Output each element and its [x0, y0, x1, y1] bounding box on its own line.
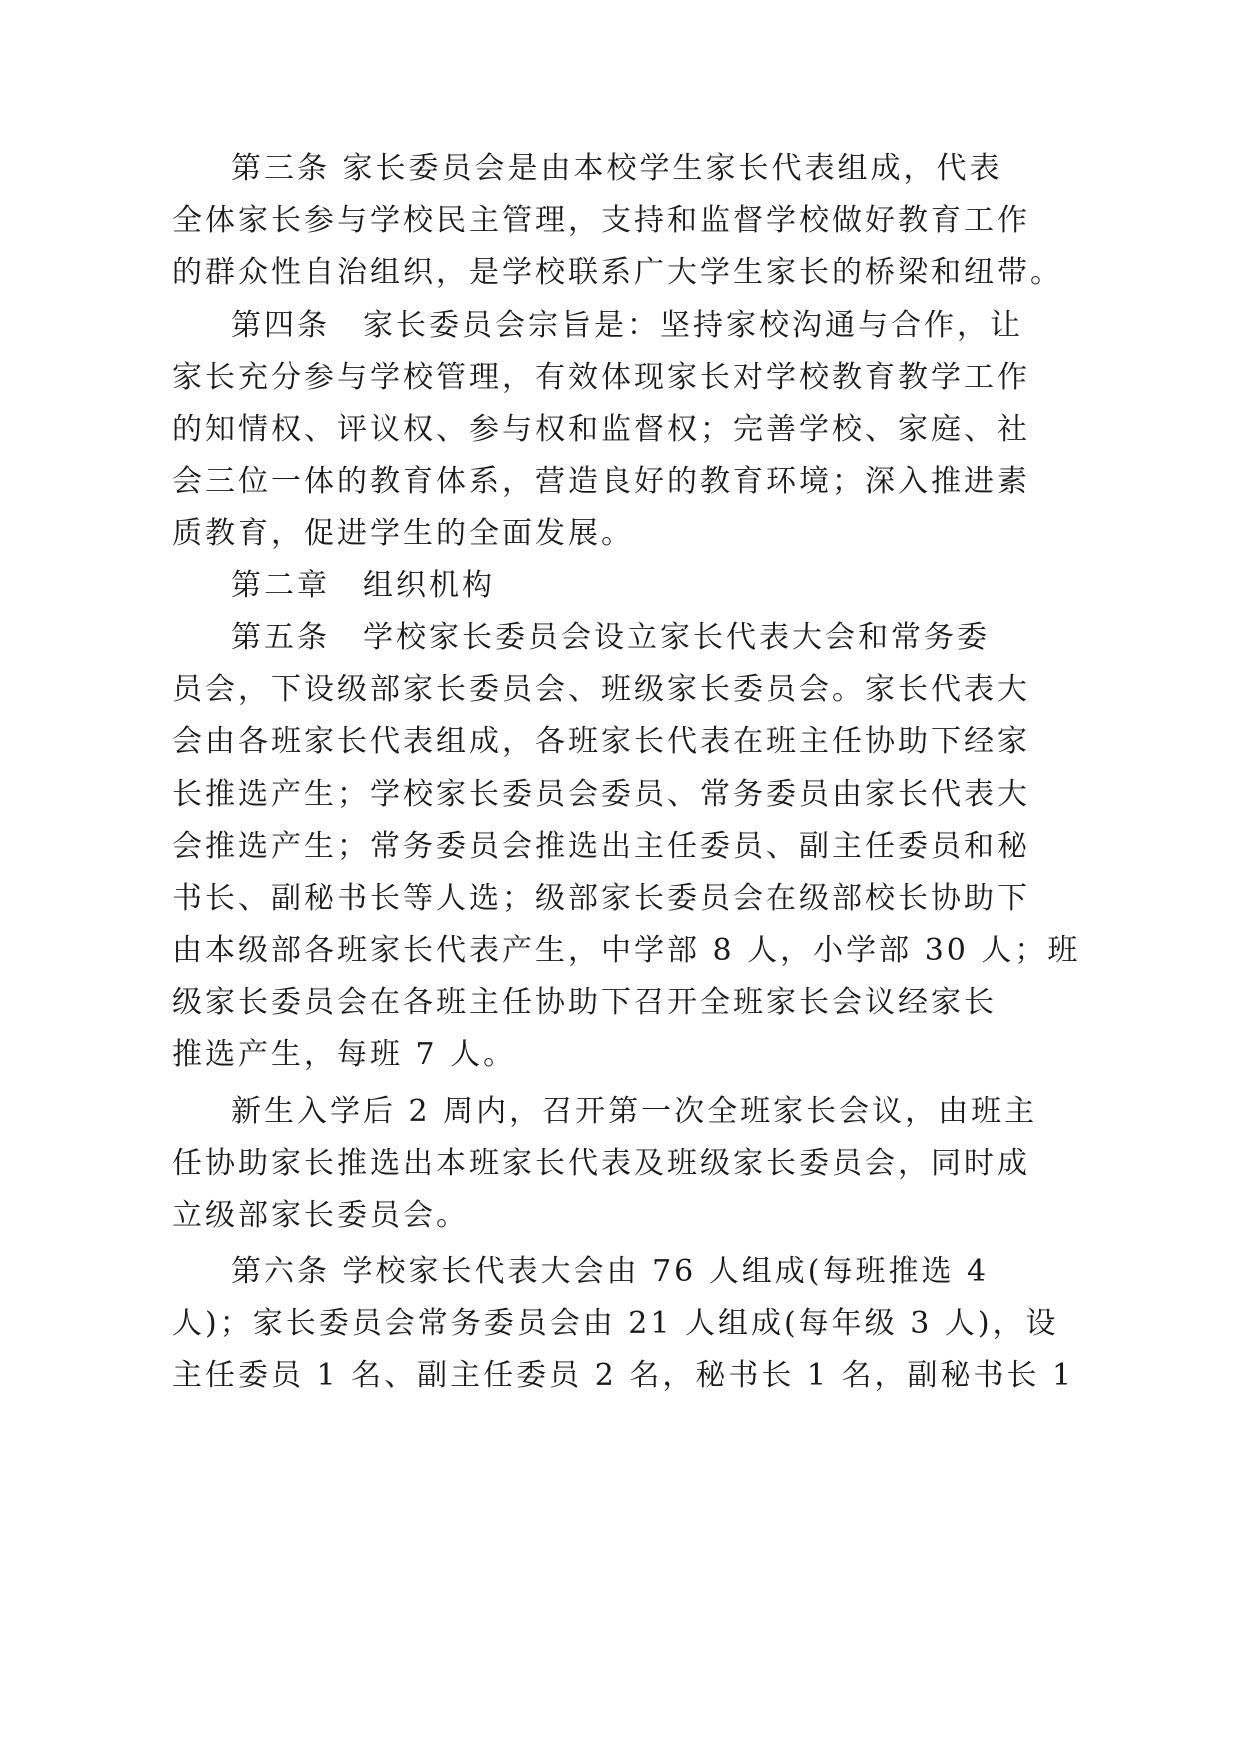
- text-line: 会由各班家长代表组成，各班家长代表在班主任协助下经家: [172, 724, 1030, 759]
- text-line: 的群众性自治组织，是学校联系广大学生家长的桥梁和纽带。: [172, 255, 1063, 290]
- text-line: 新生入学后 2 周内，召开第一次全班家长会议，由班主: [231, 1094, 1038, 1129]
- text-line: 书长、副秘书长等人选；级部家长委员会在级部校长协助下: [172, 881, 1030, 916]
- text-line: 员会，下设级部家长委员会、班级家长委员会。家长代表大: [172, 672, 1030, 707]
- text-line: 全体家长参与学校民主管理，支持和监督学校做好教育工作: [172, 203, 1030, 238]
- text-line: 第四条 家长委员会宗旨是：坚持家校沟通与合作，让: [231, 308, 1023, 343]
- text-line: 主任委员 1 名、副主任委员 2 名，秘书长 1 名，副秘书长 1: [172, 1358, 1075, 1393]
- text-line: 的知情权、评议权、参与权和监督权；完善学校、家庭、社: [172, 412, 1030, 447]
- text-line: 会三位一体的教育体系，营造良好的教育环境；深入推进素: [172, 464, 1030, 499]
- text-line: 立级部家长委员会。: [172, 1198, 469, 1233]
- text-line: 会推选产生；常务委员会推选出主任委员、副主任委员和秘: [172, 829, 1030, 864]
- text-line: 推选产生，每班 7 人。: [172, 1037, 517, 1072]
- text-line: 由本级部各班家长代表产生，中学部 8 人，小学部 30 人；班: [172, 933, 1081, 968]
- text-line: 第五条 学校家长委员会设立家长代表大会和常务委: [231, 620, 990, 655]
- text-line: 人)；家长委员会常务委员会由 21 人组成(每年级 3 人)，设: [172, 1306, 1059, 1341]
- text-line: 级家长委员会在各班主任协助下召开全班家长会议经家长: [172, 985, 997, 1020]
- text-line: 家长充分参与学校管理，有效体现家长对学校教育教学工作: [172, 360, 1030, 395]
- text-line: 任协助家长推选出本班家长代表及班级家长委员会，同时成: [172, 1146, 1030, 1181]
- text-line: 长推选产生；学校家长委员会委员、常务委员由家长代表大: [172, 777, 1030, 812]
- text-line: 第六条 学校家长代表大会由 76 人组成(每班推选 4: [231, 1254, 990, 1289]
- text-line: 质教育，促进学生的全面发展。: [172, 516, 634, 551]
- chapter-heading: 第二章 组织机构: [231, 568, 495, 603]
- text-line: 第三条 家长委员会是由本校学生家长代表组成，代表: [231, 151, 1003, 186]
